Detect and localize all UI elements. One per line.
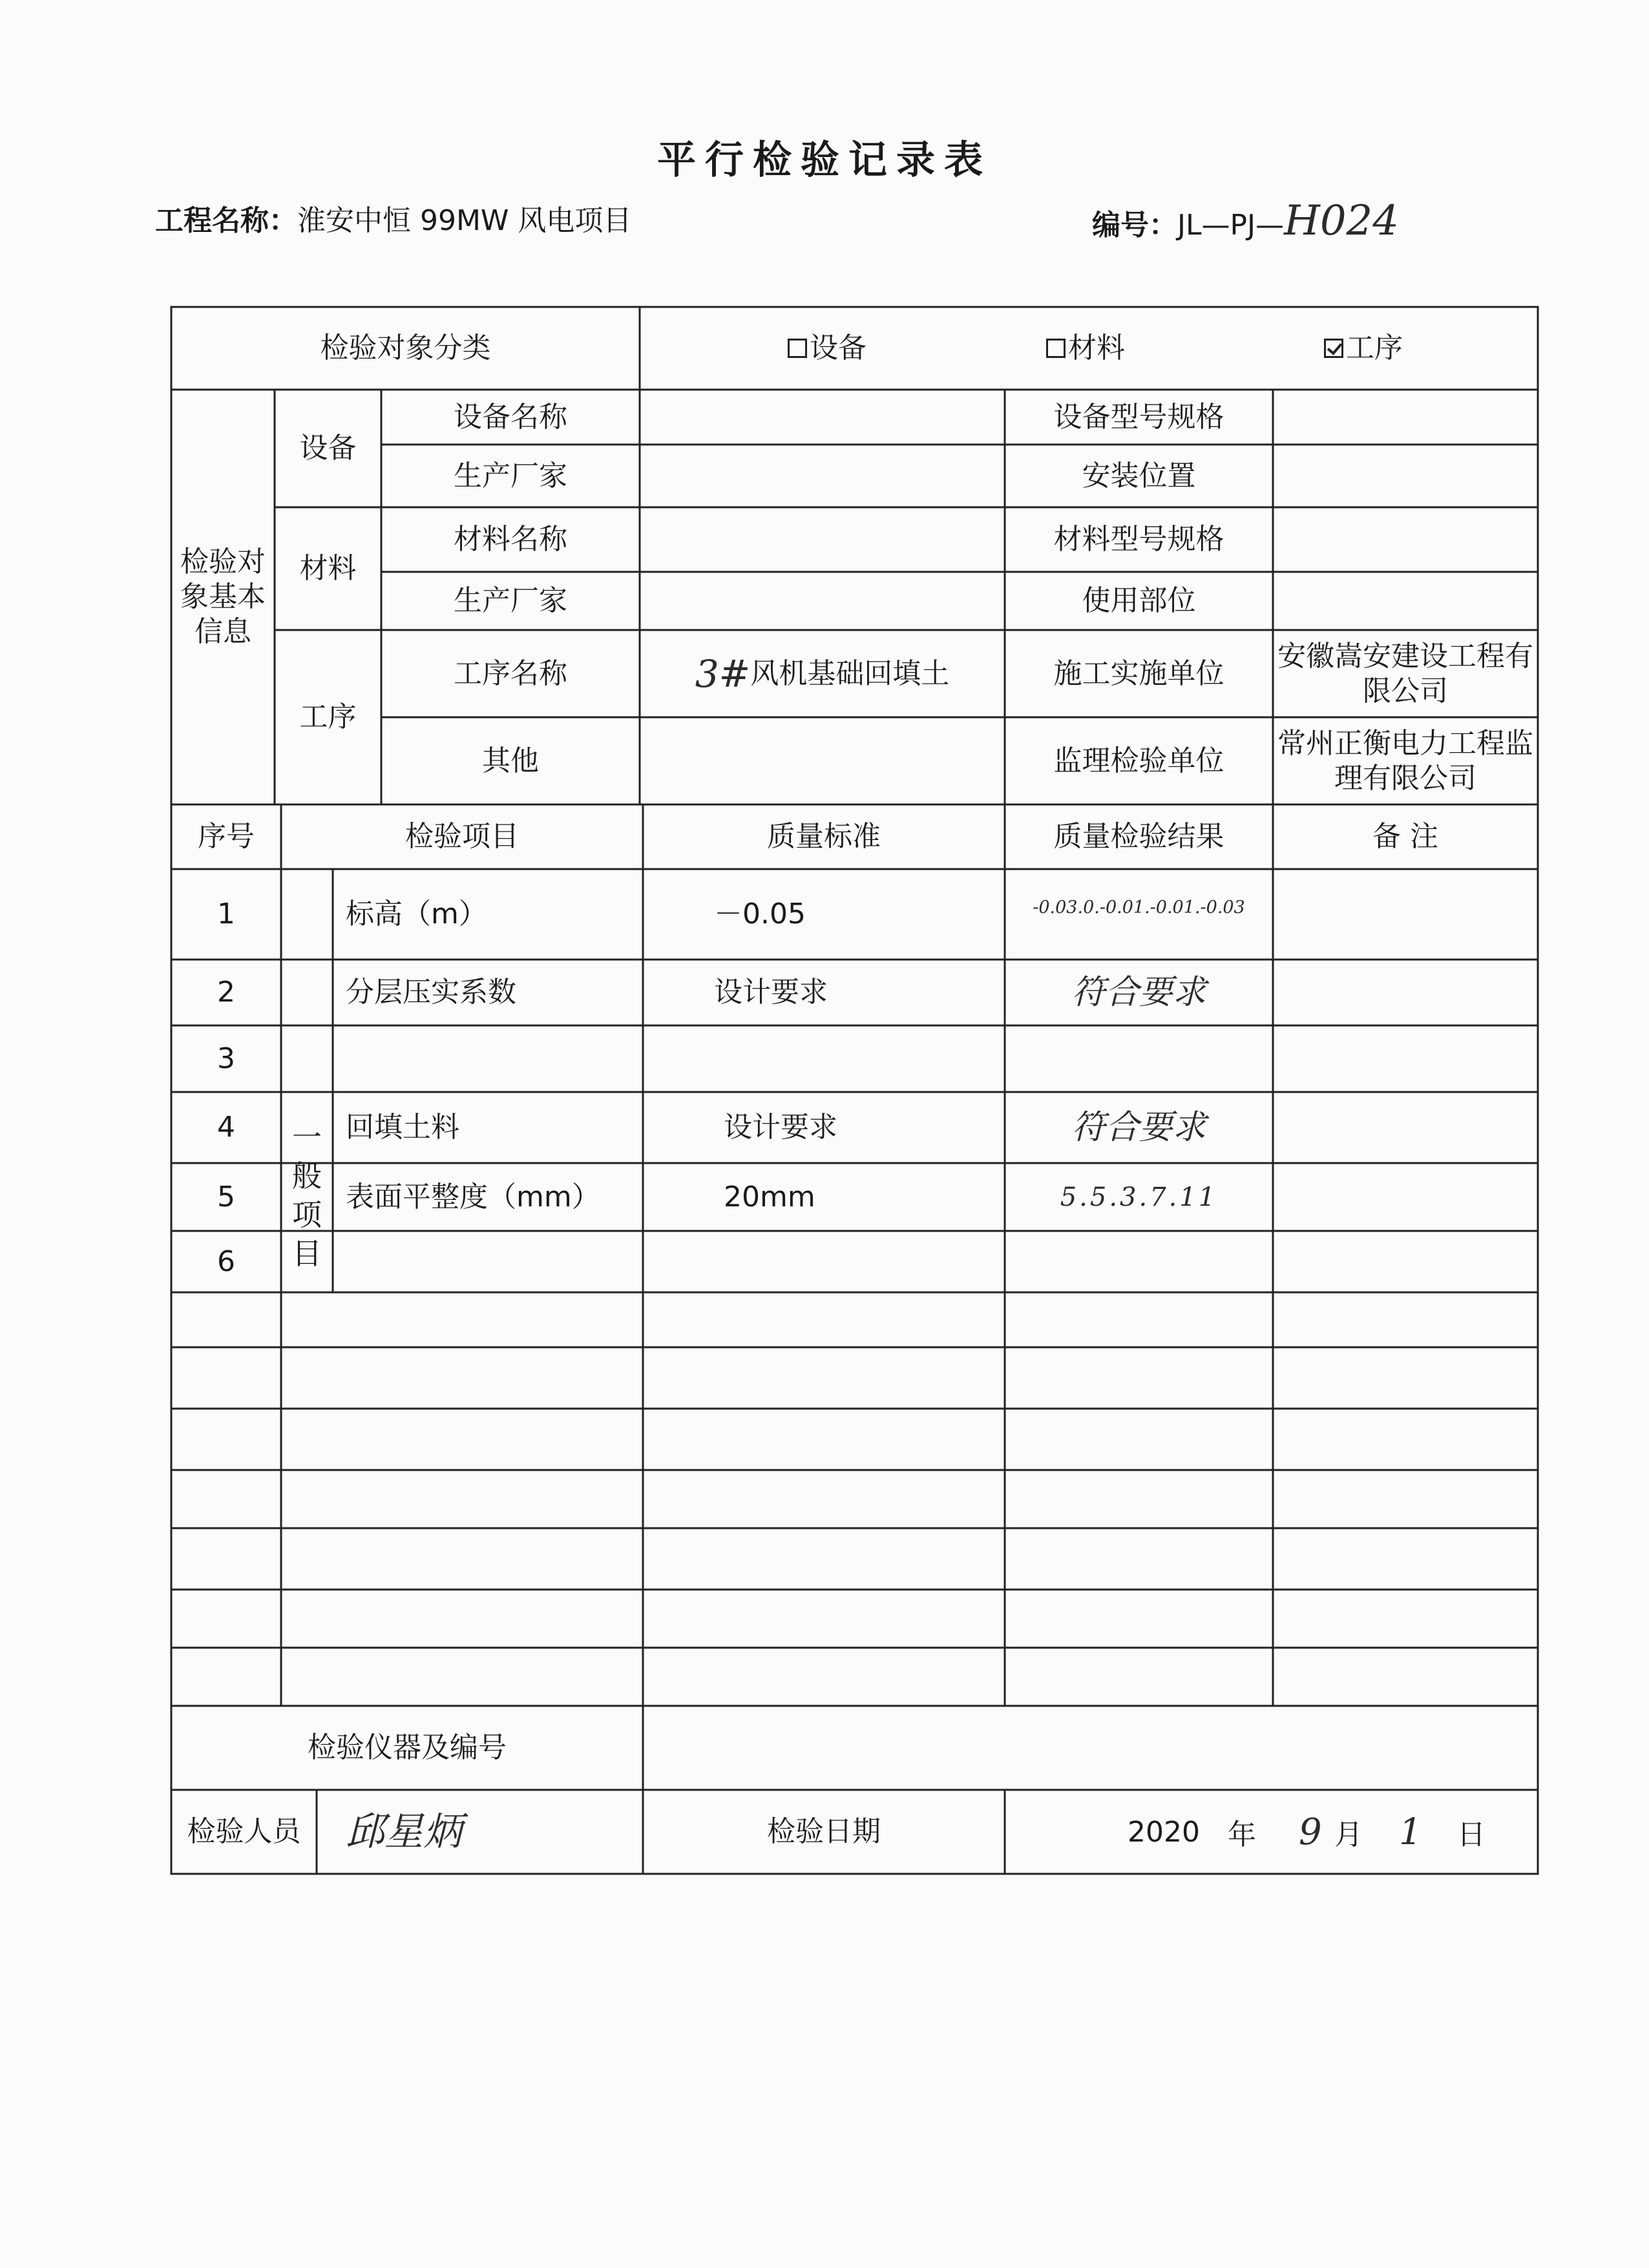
item-3-remark[interactable] [1273, 1025, 1538, 1092]
item-3-no: 3 [217, 1042, 235, 1075]
material-name-label: 材料名称 [454, 523, 567, 556]
general-items-label: 一般项目 [292, 1120, 322, 1271]
item-3-standard [643, 1025, 1005, 1092]
item-6-remark[interactable] [1273, 1231, 1538, 1292]
instrument-value[interactable] [643, 1706, 1538, 1790]
item-1-standard: －0.05 [714, 898, 806, 930]
header-no: 序号 [198, 820, 255, 853]
header-result: 质量检验结果 [1053, 820, 1224, 853]
material-usage-value[interactable] [1273, 572, 1538, 630]
item-2-no: 2 [217, 976, 235, 1009]
item-5-result[interactable]: 5.5.3.7.11 [1060, 1182, 1218, 1212]
material-maker-label: 生产厂家 [454, 584, 567, 617]
option-equipment-label: 设备 [810, 331, 867, 364]
equipment-name-value[interactable] [640, 390, 1005, 445]
checkbox-process-checked[interactable] [1324, 339, 1343, 358]
equipment-name-label: 设备名称 [454, 400, 567, 434]
inspection-date-value[interactable] [1005, 1790, 1538, 1874]
instrument-label: 检验仪器及编号 [308, 1731, 507, 1764]
supervisor-unit-label: 监理检验单位 [1053, 744, 1224, 777]
item-4-name: 回填土料 [346, 1111, 459, 1144]
date-month: 9 [1299, 1811, 1322, 1853]
project-name-value: 淮安中恒 99MW 风电项目 [297, 204, 632, 237]
item-4-no: 4 [217, 1111, 235, 1144]
date-month-unit: 月 [1334, 1818, 1363, 1851]
material-group-label: 材料 [299, 552, 357, 585]
material-usage-label: 使用部位 [1082, 584, 1196, 617]
item-3-name [333, 1025, 643, 1092]
process-group-label: 工序 [299, 700, 357, 733]
header-remark: 备 注 [1372, 820, 1438, 853]
item-6-result[interactable] [1005, 1231, 1273, 1292]
item-2-remark[interactable] [1273, 960, 1538, 1025]
item-6-name [333, 1231, 643, 1292]
item-1-remark[interactable] [1273, 869, 1538, 960]
item-1-no: 1 [217, 898, 235, 930]
equipment-group-label: 设备 [299, 432, 357, 465]
supervisor-unit-value[interactable]: 常州正衡电力工程监理有限公司 [1277, 726, 1533, 795]
classification-label: 检验对象分类 [320, 331, 491, 364]
document-number-prefix: JL—PJ— [1177, 209, 1284, 242]
checkbox-material[interactable] [1046, 339, 1066, 358]
item-4-remark[interactable] [1273, 1092, 1538, 1163]
project-name-label: 工程名称： [155, 204, 297, 237]
item-1-result[interactable]: -0.03.0.-0.01.-0.01.-0.03 [1033, 898, 1245, 918]
inspection-date-label: 检验日期 [767, 1815, 881, 1848]
material-maker-value[interactable] [640, 572, 1005, 630]
equipment-location-value[interactable] [1273, 445, 1538, 507]
item-5-name: 表面平整度（mm） [346, 1180, 600, 1213]
equipment-maker-label: 生产厂家 [454, 459, 567, 492]
other-value[interactable] [640, 717, 1005, 804]
header-item: 检验项目 [405, 820, 519, 853]
item-6-standard [643, 1231, 1005, 1292]
item-5-remark[interactable] [1273, 1163, 1538, 1231]
inspector-label: 检验人员 [187, 1815, 301, 1848]
option-material-label: 材料 [1068, 331, 1125, 364]
date-day-unit: 日 [1457, 1818, 1486, 1851]
document-number-handwritten: H024 [1284, 197, 1399, 245]
date-day: 1 [1399, 1811, 1422, 1853]
option-process[interactable] [1266, 307, 1460, 390]
equipment-location-label: 安装位置 [1082, 459, 1196, 492]
date-year: 2020 [1128, 1815, 1200, 1849]
item-5-no: 5 [217, 1180, 235, 1213]
item-6-no: 6 [217, 1244, 235, 1278]
page-title: 平行检验记录表 [657, 138, 992, 183]
item-4-result[interactable]: 符合要求 [1071, 1108, 1206, 1147]
construction-unit-label: 施工实施单位 [1053, 656, 1224, 690]
process-name-label: 工序名称 [454, 656, 567, 690]
item-4-standard: 设计要求 [724, 1111, 837, 1144]
equipment-model-label: 设备型号规格 [1053, 400, 1224, 434]
checkbox-equipment[interactable] [788, 339, 807, 358]
item-2-name: 分层压实系数 [346, 976, 516, 1009]
material-model-label: 材料型号规格 [1053, 523, 1224, 556]
option-equipment[interactable] [730, 307, 924, 390]
construction-unit-value[interactable]: 安徽嵩安建设工程有限公司 [1277, 639, 1533, 708]
option-process-label: 工序 [1346, 331, 1403, 364]
option-material[interactable] [989, 307, 1182, 390]
header-standard: 质量标准 [767, 820, 881, 853]
item-2-result[interactable]: 符合要求 [1071, 973, 1206, 1012]
material-model-value[interactable] [1273, 507, 1538, 572]
item-3-result[interactable] [1005, 1025, 1273, 1092]
process-name-value-cell[interactable] [640, 630, 1005, 717]
basic-info-label: 检验对象基本信息 [180, 545, 266, 648]
process-name-handwritten: 3# [695, 651, 751, 696]
equipment-model-value[interactable] [1273, 390, 1538, 445]
equipment-maker-value[interactable] [640, 445, 1005, 507]
item-2-standard: 设计要求 [714, 976, 828, 1009]
other-label: 其他 [482, 744, 539, 777]
date-year-unit: 年 [1228, 1818, 1256, 1851]
material-name-value[interactable] [640, 507, 1005, 572]
item-5-standard: 20mm [724, 1180, 815, 1213]
document-number-label: 编号： [1092, 209, 1177, 242]
process-name-value: 风机基础回填土 [750, 656, 950, 690]
inspector-signature[interactable]: 邱星炳 [346, 1809, 462, 1854]
item-1-name: 标高（m） [346, 898, 487, 930]
